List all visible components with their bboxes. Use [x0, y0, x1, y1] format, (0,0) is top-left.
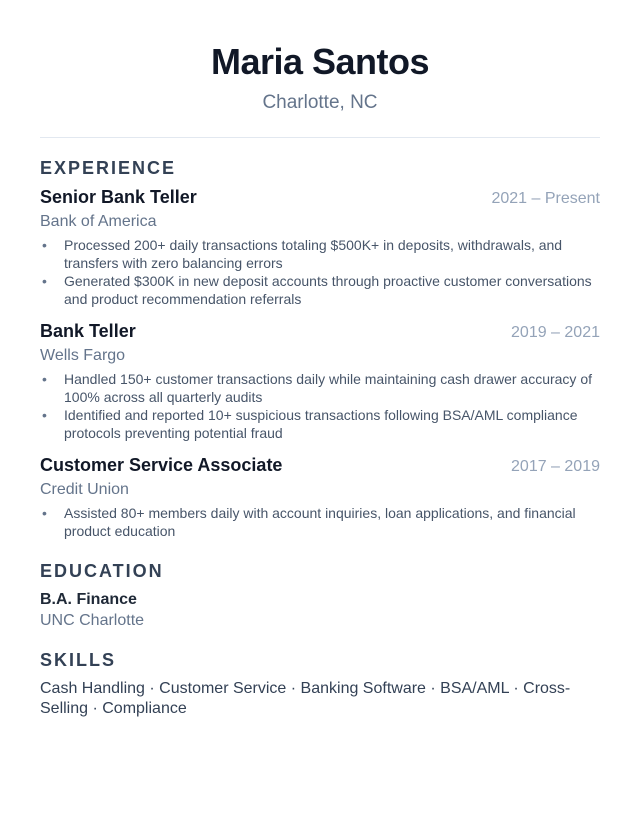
job-bullets	[40, 504, 600, 540]
resume-header	[40, 0, 600, 116]
job-header	[40, 319, 600, 345]
bullet-text: Identified and reported 10+ suspicious transactions following BSA/AML compliance protocols preventing potential fraud	[64, 407, 578, 441]
job-entry	[40, 319, 600, 442]
candidate-name: Maria Santos	[210, 41, 430, 82]
bullet-dot-icon: •	[42, 273, 47, 289]
job-bullets	[40, 370, 600, 442]
experience-heading: EXPERIENCE	[40, 158, 177, 178]
bullet-dot-icon: •	[42, 407, 47, 423]
job-bullet	[40, 406, 600, 442]
bullet-dot-icon: •	[42, 505, 47, 521]
skills-list: Cash Handling · Customer Service · Banking Software · BSA/AML · Cross-Selling · Compliance	[40, 680, 571, 717]
job-company: Credit Union	[40, 481, 129, 498]
job-header	[40, 453, 600, 479]
education-degree: B.A. Finance	[40, 591, 137, 608]
job-entry	[40, 453, 600, 540]
job-dates: 2017 – 2019	[511, 458, 600, 475]
job-bullets	[40, 236, 600, 308]
candidate-location: Charlotte, NC	[262, 92, 378, 113]
job-title: Customer Service Associate	[40, 455, 283, 475]
job-company: Bank of America	[40, 213, 157, 230]
bullet-text: Processed 200+ daily transactions totaling $500K+ in deposits, withdrawals, and transfers with zero balancing errors	[64, 237, 563, 271]
bullet-dot-icon: •	[42, 237, 47, 253]
job-bullet	[40, 272, 600, 308]
education-school: UNC Charlotte	[40, 612, 145, 629]
job-header	[40, 185, 600, 211]
job-entry	[40, 185, 600, 308]
job-title: Senior Bank Teller	[40, 187, 197, 207]
job-dates: 2019 – 2021	[511, 324, 600, 341]
job-bullet	[40, 504, 600, 540]
skills-heading: SKILLS	[40, 650, 117, 670]
header-divider	[40, 137, 600, 138]
education-heading: EDUCATION	[40, 561, 164, 581]
bullet-text: Handled 150+ customer transactions daily while maintaining cash drawer accuracy of 100% across all quarterly audits	[64, 371, 592, 405]
job-bullet	[40, 236, 600, 272]
bullet-dot-icon: •	[42, 371, 47, 387]
job-bullet	[40, 370, 600, 406]
bullet-text: Generated $300K in new deposit accounts through proactive customer conversations and product recommendation referrals	[64, 273, 592, 307]
job-dates: 2021 – Present	[491, 190, 600, 207]
job-title: Bank Teller	[40, 321, 136, 341]
bullet-text: Assisted 80+ members daily with account inquiries, loan applications, and financial product education	[64, 505, 576, 539]
job-company: Wells Fargo	[40, 347, 126, 364]
